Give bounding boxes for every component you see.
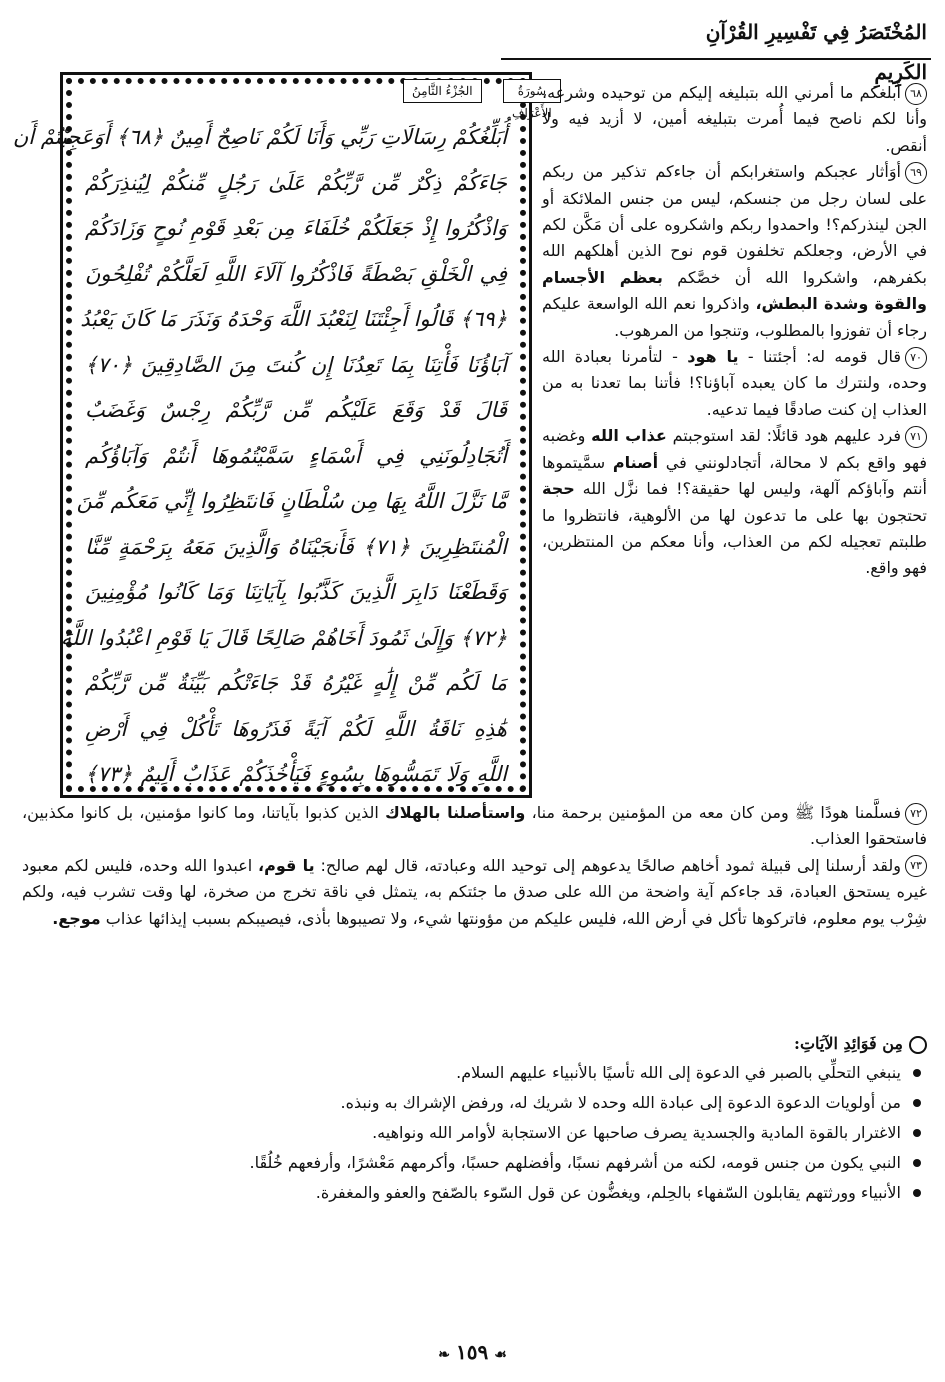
verse-line: آبَاؤُنَا فَأْتِنَا بِمَا تَعِدُنَا إِن كُنتَ مِنَ الصَّادِقِينَ ﴿٧٠﴾ bbox=[85, 352, 507, 377]
bullet-icon bbox=[913, 1099, 921, 1107]
verse-lines bbox=[12, 115, 508, 798]
verse-line: أُبَلِّغُكُمْ رِسَالَاتِ رَبِّي وَأَنَا لَكُمْ نَاصِحٌ أَمِينٌ ﴿٦٨﴾ أَوَعَجِبْتُمْ أَن bbox=[12, 125, 507, 149]
benefit-item bbox=[22, 1148, 927, 1178]
benefit-item bbox=[22, 1178, 927, 1208]
ayah-number-badge: ٦٩ bbox=[905, 162, 927, 184]
verse-line: أَتُجَادِلُونَنِي فِي أَسْمَاءٍ سَمَّيْتُمُوهَا أَنتُمْ وَآبَاؤُكُم bbox=[85, 443, 507, 468]
book-title: المُخْتَصَرُ فِي تَفْسِيرِ القُرْآنِ الكَرِيمِ bbox=[705, 20, 927, 84]
benefits-title-text: مِن فَوَائِدِ الآيَاتِ: bbox=[794, 1034, 903, 1053]
ayah-number-badge: ٧١ bbox=[905, 426, 927, 448]
benefits-section bbox=[22, 1030, 927, 1208]
benefits-title bbox=[22, 1030, 927, 1058]
tafsir-bold: واستأصلنا بالهلاك bbox=[385, 803, 526, 822]
tafsir-bold: حجة bbox=[542, 479, 575, 499]
benefit-item bbox=[22, 1118, 927, 1148]
tafsir-text: أوَأثار عجبكم واستغرابكم أن جاءكم تذكير من ربكم على لسان رجل من جنسكم، ليس من جنس الملائكة أو الجن لينذركم؟! واحمدوا ربكم واشكروه على أن مَكَّن لكم في الأرض، وجعلكم تخلفون قوم نوح الذين أهلكهم الله بكفرهم، واشكروا الله أن خصَّكم bbox=[542, 162, 927, 287]
page-header bbox=[647, 12, 927, 84]
tafsir-73 bbox=[22, 853, 927, 932]
bullet-icon bbox=[913, 1069, 921, 1077]
verse-line: الْمُنتَظِرِينَ ﴿٧١﴾ فَأَنجَيْنَاهُ وَالَّذِينَ مَعَهُ بِرَحْمَةٍ مِّنَّا bbox=[85, 534, 508, 559]
verse-line: قَالَ قَدْ وَقَعَ عَلَيْكُم مِّن رَّبِّكُمْ رِجْسٌ وَغَضَبٌ bbox=[85, 398, 507, 422]
tafsir-text: اعبدوا الله وحده، فليس لكم معبود غيره يستحق العبادة، قد جاءكم آية واضحة من الله على صدق ما جئتكم به، يتمثل في ناقة تخرج من صخرة، لها وقت تشرب فيه، ولكم شِرْب يوم معلوم، فاتركوها تأكل في أرض الله، فليس عليكم من مؤونتها شيء، ولا تصيبوها بأذى، فيصيبكم بسبب إيذائها عذاب bbox=[22, 855, 927, 928]
tafsir-text: ولقد أرسلنا إلى قبيلة ثمود أخاهم صالحًا يدعوهم إلى توحيد الله وعبادته، قال لهم صالح: bbox=[320, 855, 901, 875]
verse-line: ﴿٧٢﴾ وَإِلَىٰ ثَمُودَ أَخَاهُمْ صَالِحًا قَالَ يَا قَوْمِ اعْبُدُوا اللَّهَ bbox=[60, 625, 507, 650]
header-divider bbox=[501, 58, 931, 60]
ayah-number-badge: ٧٣ bbox=[905, 855, 927, 877]
bullet-icon bbox=[913, 1189, 921, 1197]
juz-label: الجُزْءُ الثَّامِنُ bbox=[403, 79, 482, 103]
tafsir-69 bbox=[542, 159, 927, 344]
verse-line: هَٰذِهِ نَاقَةُ اللَّهِ لَكُمْ آيَةً فَذَرُوهَا تَأْكُلْ فِي أَرْضِ bbox=[85, 716, 507, 741]
tafsir-bold: يا قوم، bbox=[258, 855, 315, 875]
verse-line: وَقَطَعْنَا دَابِرَ الَّذِينَ كَذَّبُوا بِآيَاتِنَا وَمَا كَانُوا مُؤْمِنِينَ bbox=[85, 580, 507, 604]
bullet-icon bbox=[913, 1129, 921, 1137]
tafsir-column bbox=[542, 80, 927, 582]
benefit-item bbox=[22, 1058, 927, 1088]
benefit-text: الاغترار بالقوة المادية والجسدية يصرف صاحبها عن الاستجابة لأوامر الله ونواهيه. bbox=[372, 1123, 901, 1142]
tafsir-bold: موجع. bbox=[52, 908, 101, 928]
tafsir-text: تحتجون بها على ما تدعون لها من الألوهية، فانتظروا ما طلبتم تعجيله لكم من العذاب، وأنا معكم من المنتظرين، فهو واقع. bbox=[542, 505, 927, 578]
tafsir-text: سمَّيتموها أنتم وآباؤكم آلهة، وليس لها حقيقة؟! فما نزَّل الله bbox=[542, 452, 927, 499]
tafsir-bold: عذاب الله bbox=[591, 426, 667, 446]
tafsir-text: واذكروا نعم الله الواسعة عليكم رجاء أن تفوزوا بالمطلوب، وتنجوا من المرهوب. bbox=[542, 294, 927, 340]
tafsir-text: - لتأمرنا بعبادة الله وحده، ولنترك ما كان يعبده آباؤنا؟! فأتنا بما تعدنا به من العذاب إن كنت صادقًا فيما تدعيه. bbox=[542, 347, 927, 419]
ayah-number-badge: ٦٨ bbox=[905, 83, 927, 105]
verse-line: مَّا نَزَّلَ اللَّهُ بِهَا مِن سُلْطَانٍ فَانتَظِرُوا إِنِّي مَعَكُم مِّنَ bbox=[76, 489, 507, 513]
ayah-number-badge: ٧٢ bbox=[905, 803, 927, 825]
tafsir-bold: بعظم الأجسام والقوة وشدة البطش، bbox=[542, 267, 927, 314]
verse-line: جَاءَكُمْ ذِكْرٌ مِّن رَّبِّكُمْ عَلَىٰ رَجُلٍ مِّنكُمْ لِيُنذِرَكُمْ bbox=[85, 170, 507, 195]
tafsir-70 bbox=[542, 344, 927, 423]
benefit-text: الأنبياء وورثتهم يقابلون السّفهاء بالحِلم، ويغضُّون عن قول السّوء بالصّفح والعفو والمغفرة. bbox=[315, 1183, 901, 1202]
tafsir-full-width bbox=[22, 800, 927, 932]
verse-line: ﴿٦٩﴾ قَالُوا أَجِئْتَنَا لِنَعْبُدَ اللَّهَ وَحْدَهُ وَنَذَرَ مَا كَانَ يَعْبُدُ bbox=[80, 307, 507, 331]
ayah-number-badge: ٧٠ bbox=[905, 347, 927, 369]
tafsir-bold: أصنام bbox=[612, 452, 659, 472]
verse-line: فِي الْخَلْقِ بَصْطَةً فَاذْكُرُوا آلَاءَ اللَّهِ لَعَلَّكُمْ تُفْلِحُونَ bbox=[85, 261, 507, 286]
benefit-text: النبي يكون من جنس قومه، لكنه من أشرفهم نسبًا، وأفضلهم حسبًا، وأكرمهم مَعْشرًا، وأرفعهم خُلُقًا. bbox=[249, 1153, 901, 1172]
surah-label: سُورَةُ الأَعْرَافِ bbox=[503, 79, 561, 103]
frame-labels bbox=[63, 79, 552, 120]
tafsir-text: أبلغكم ما أمرني الله بتبليغه إليكم من توحيده وشرعه، وأنا لكم ناصح فيما أُمرت بتبليغه أمين، لا أزيد فيه ولا أنقص. bbox=[542, 83, 927, 155]
verse-line: اللَّهِ وَلَا تَمَسُّوهَا بِسُوءٍ فَيَأْخُذَكُمْ عَذَابٌ أَلِيمٌ ﴿٧٣﴾ bbox=[85, 762, 507, 786]
tafsir-text: وغضبه فهو واقع بكم لا محالة، أتجادلونني في bbox=[542, 426, 927, 472]
page-number: ١٥٩ bbox=[455, 1340, 489, 1364]
page-footer bbox=[0, 1340, 945, 1364]
rosette-icon bbox=[909, 1036, 927, 1054]
tafsir-68 bbox=[542, 80, 927, 159]
tafsir-text: قال قومه له: أجئتنا - bbox=[747, 347, 901, 367]
verse-line: وَاذْكُرُوا إِذْ جَعَلَكُمْ خُلَفَاءَ مِن بَعْدِ قَوْمِ نُوحٍ وَزَادَكُمْ bbox=[85, 216, 507, 240]
bullet-icon bbox=[913, 1159, 921, 1167]
tafsir-71 bbox=[542, 423, 927, 581]
tafsir-text: فرد عليهم هود قائلًا: لقد استوجبتم bbox=[672, 426, 901, 446]
benefit-text: من أولويات الدعوة الدعوة إلى عبادة الله وحده لا شريك له، ورفض الإشراك به ونبذه. bbox=[340, 1093, 901, 1112]
tafsir-text: فسلَّمنا هودًا ﷺ ومن كان معه من المؤمنين برحمة منا، bbox=[531, 803, 902, 822]
tafsir-72 bbox=[22, 800, 927, 853]
benefit-item bbox=[22, 1088, 927, 1118]
quran-frame bbox=[12, 72, 552, 798]
tafsir-bold: يا هود bbox=[687, 347, 739, 367]
tafsir-text: الذين كذبوا بآياتنا، وما كانوا مؤمنين، بل كانوا مكذبين، فاستحقوا العذاب. bbox=[22, 803, 927, 849]
benefit-text: ينبغي التحلِّي بالصبر في الدعوة إلى الله تأسيًا بالأنبياء عليهم السلام. bbox=[456, 1063, 901, 1082]
ornament-left-icon: ❧ bbox=[438, 1347, 450, 1363]
verse-line: مَا لَكُم مِّنْ إِلَٰهٍ غَيْرُهُ قَدْ جَاءَتْكُم بَيِّنَةٌ مِّن رَّبِّكُمْ bbox=[85, 671, 507, 695]
ornament-right-icon: ☙ bbox=[494, 1347, 507, 1363]
